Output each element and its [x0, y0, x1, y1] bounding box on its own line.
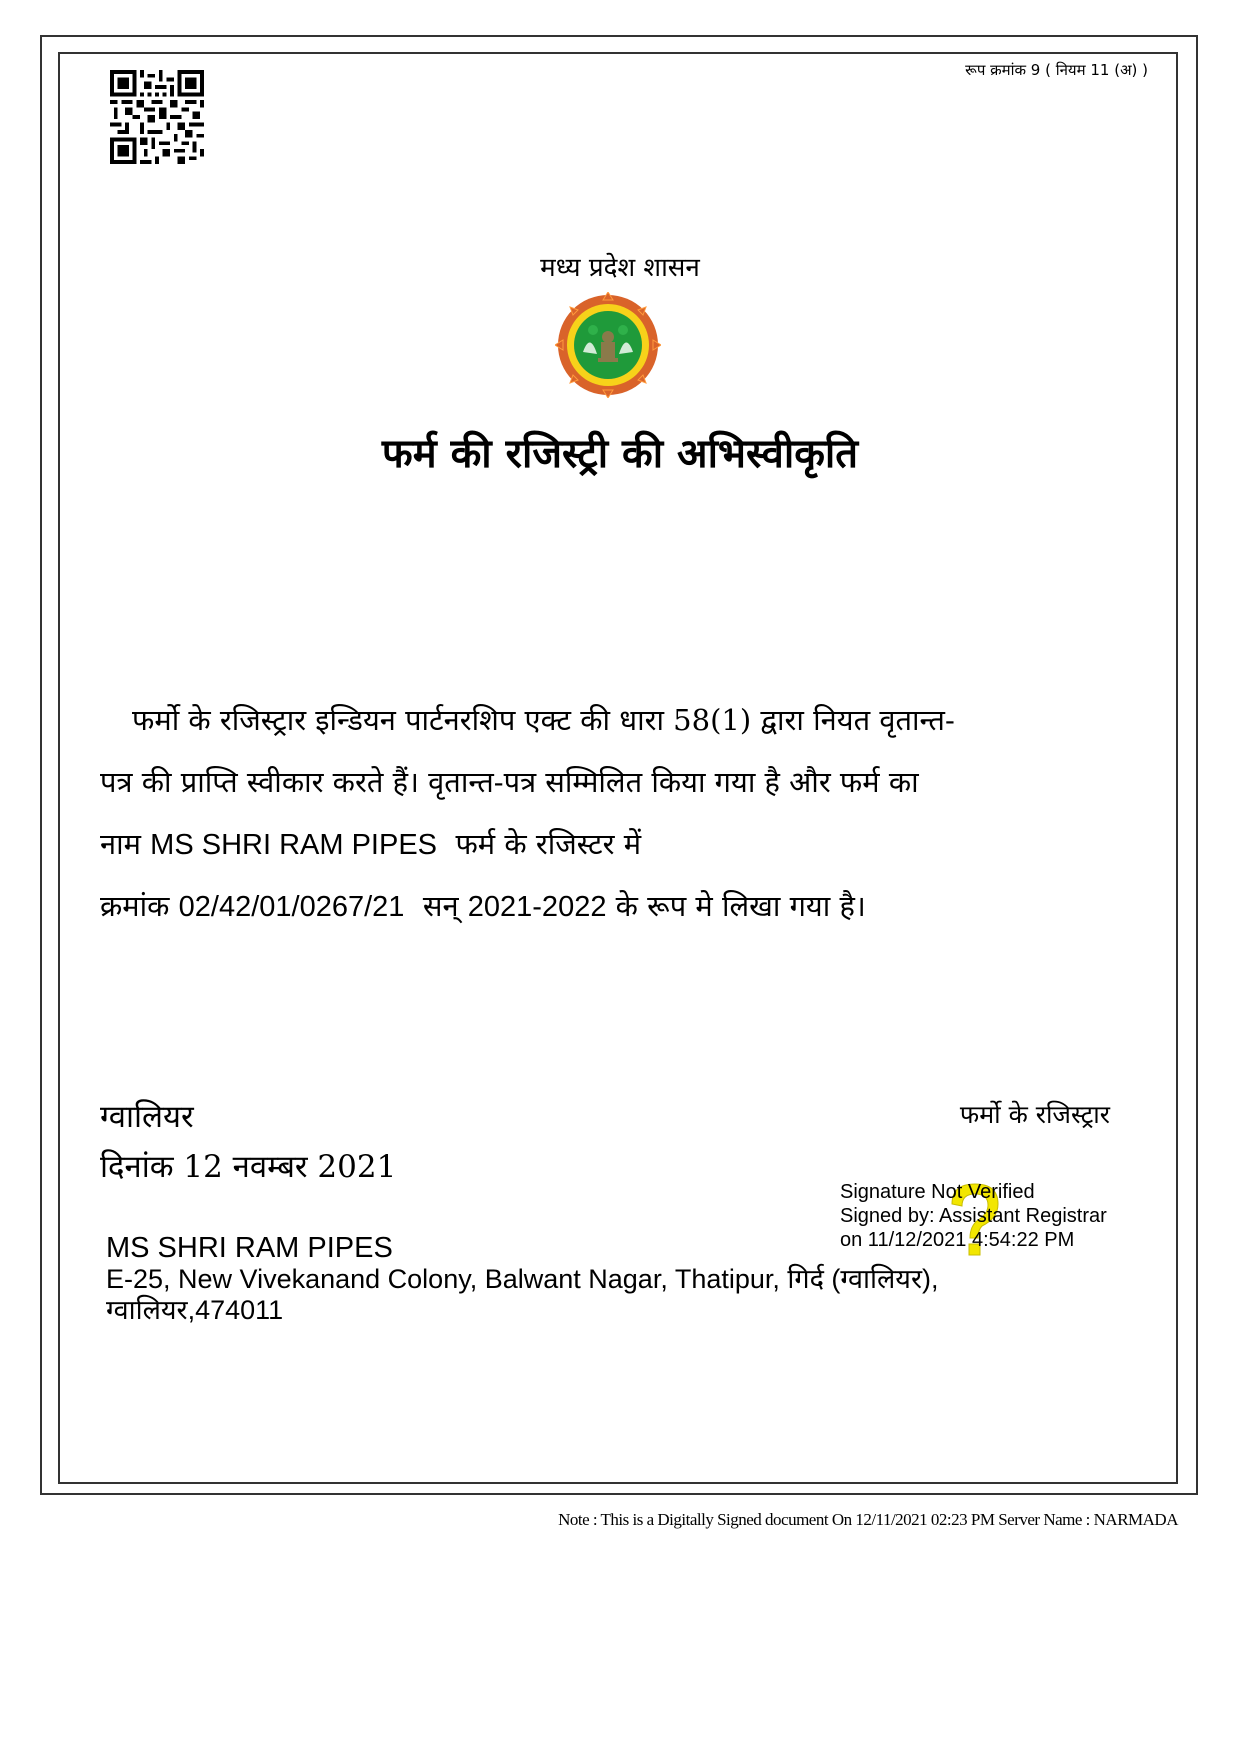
signed-by: Signed by: Assistant Registrar — [840, 1205, 1107, 1227]
body-line-2-text: पत्र की प्राप्ति स्वीकार करते हैं। वृतान्त-पत्र सम्मिलित किया गया है और फर्म का — [100, 765, 919, 799]
registrar-label: फर्मो के रजिस्ट्रार — [959, 1100, 1110, 1129]
body-line-2 — [100, 762, 1140, 801]
state-emblem-icon — [555, 292, 661, 398]
firm-name-inline: MS SHRI RAM PIPES — [150, 829, 437, 861]
body-line-1-text: फर्मो के रजिस्ट्रार इन्डियन पार्टनरशिप एक्ट की धारा 58(1) द्वारा नियत वृतान्त- — [132, 703, 955, 737]
recorded-text: के रूप मे लिखा गया है। — [615, 889, 866, 923]
body-line-4 — [100, 886, 1140, 925]
body-line-3 — [100, 824, 1140, 863]
footer-note: Note : This is a Digitally Signed document On 12/11/2021 02:23 PM Server Name : NARMADA — [558, 1510, 1178, 1529]
address-line-2: ग्वालियर,474011 — [106, 1295, 284, 1325]
signature-status: Signature Not Verified — [840, 1181, 1035, 1203]
recipient-address — [106, 1264, 939, 1326]
year-range: 2021-2022 — [467, 891, 607, 923]
place: ग्वालियर — [100, 1099, 194, 1135]
name-label: नाम — [100, 827, 141, 861]
digital-signature-block — [840, 1180, 1107, 1252]
recipient-name: MS SHRI RAM PIPES — [106, 1232, 393, 1264]
document-title: फर्म की रजिस्ट्री की अभिस्वीकृति — [381, 430, 859, 477]
form-reference: रूप क्रमांक 9 ( नियम 11 (अ) ) — [965, 61, 1148, 79]
registration-number: 02/42/01/0267/21 — [178, 891, 405, 923]
government-name: मध्य प्रदेश शासन — [540, 253, 700, 283]
year-label: सन् — [422, 889, 459, 923]
issue-date: दिनांक 12 नवम्बर 2021 — [100, 1149, 397, 1185]
serial-label: क्रमांक — [100, 889, 170, 923]
address-line-1: E-25, New Vivekanand Colony, Balwant Nagar, Thatipur, गिर्द (ग्वालियर), — [106, 1264, 939, 1294]
signed-on: on 11/12/2021 4:54:22 PM — [840, 1229, 1075, 1251]
register-text: फर्म के रजिस्टर में — [455, 827, 642, 861]
qr-code-icon — [110, 70, 204, 164]
body-line-1 — [100, 700, 1140, 739]
